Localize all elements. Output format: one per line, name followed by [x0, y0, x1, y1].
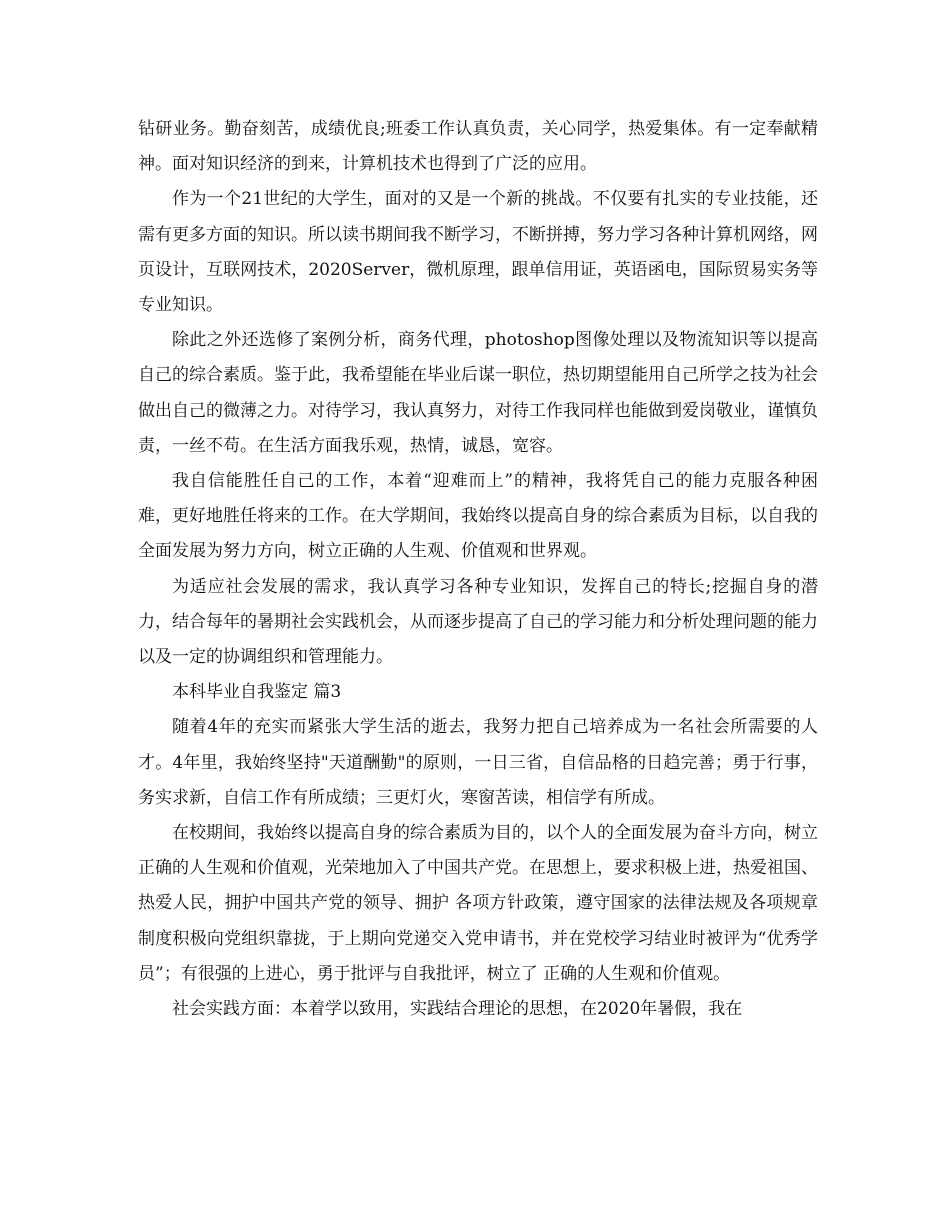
- paragraph-6: 随着4年的充实而紧张大学生活的逝去，我努力把自己培养成为一名社会所需要的人才。4年里，我始终坚持"天道酬勤"的原则，一日三省，自信品格的日趋完善；勇于行事，务实求新，自信工作有所成绩；三更灯火，寒窗苦读，相信学有所成。: [138, 717, 818, 808]
- document-body: [138, 112, 818, 1027]
- section-heading: 本科毕业自我鉴定 篇3: [172, 682, 342, 703]
- paragraph-2: 作为一个21世纪的大学生，面对的又是一个新的挑战。不仅要有扎实的专业技能，还需有更多方面的知识。所以读书期间我不断学习，不断拼搏，努力学习各种计算机网络，网页设计，互联网技术，2020Server，微机原理，跟单信用证，英语函电，国际贸易实务等专业知识。: [138, 189, 818, 316]
- paragraph-8: 社会实践方面：本着学以致用，实践结合理论的思想，在2020年暑假，我在: [172, 999, 743, 1020]
- paragraph-5: 为适应社会发展的需求，我认真学习各种专业知识，发挥自己的特长;挖掘自身的潜力，结合每年的暑期社会实践机会，从而逐步提高了自己的学习能力和分析处理问题的能力以及一定的协调组织和管理能力。: [138, 576, 818, 668]
- paragraph-3: 除此之外还选修了案例分析，商务代理，photoshop图像处理以及物流知识等以提高自己的综合素质。鉴于此，我希望能在毕业后谋一职位，热切期望能用自己所学之技为社会做出自己的微薄之力。对待学习，我认真努力，对待工作我同样也能做到爱岗敬业，谨慎负责，一丝不苟。在生活方面我乐观，热情，诚恳，宽容。: [138, 330, 818, 456]
- paragraph-1: 钻研业务。勤奋刻苦，成绩优良;班委工作认真负责，关心同学，热爱集体。有一定奉献精神。面对知识经济的到来，计算机技术也得到了广泛的应用。: [138, 119, 818, 175]
- paragraph-7: 在校期间，我始终以提高自身的综合素质为目的，以个人的全面发展为奋斗方向，树立正确的人生观和价值观，光荣地加入了中国共产党。在思想上，要求积极上进，热爱祖国、热爱人民，拥护中国共产党的领导、拥护 各项方针政策，遵守国家的法律法规及各项规章制度积极向党组织靠拢，于上期向党递交入党申请书，并在党校学习结业时被评为“优秀学员”；有很强的上进心，勇于批评与自我批评，树立了 正确的人生观和价值观。: [138, 823, 818, 984]
- paragraph-4: 我自信能胜任自己的工作，本着“迎难而上”的精神，我将凭自己的能力克服各种困难，更好地胜任将来的工作。在大学期间，我始终以提高自身的综合素质为目标，以自我的全面发展为努力方向，树立正确的人生观、价值观和世界观。: [138, 471, 818, 562]
